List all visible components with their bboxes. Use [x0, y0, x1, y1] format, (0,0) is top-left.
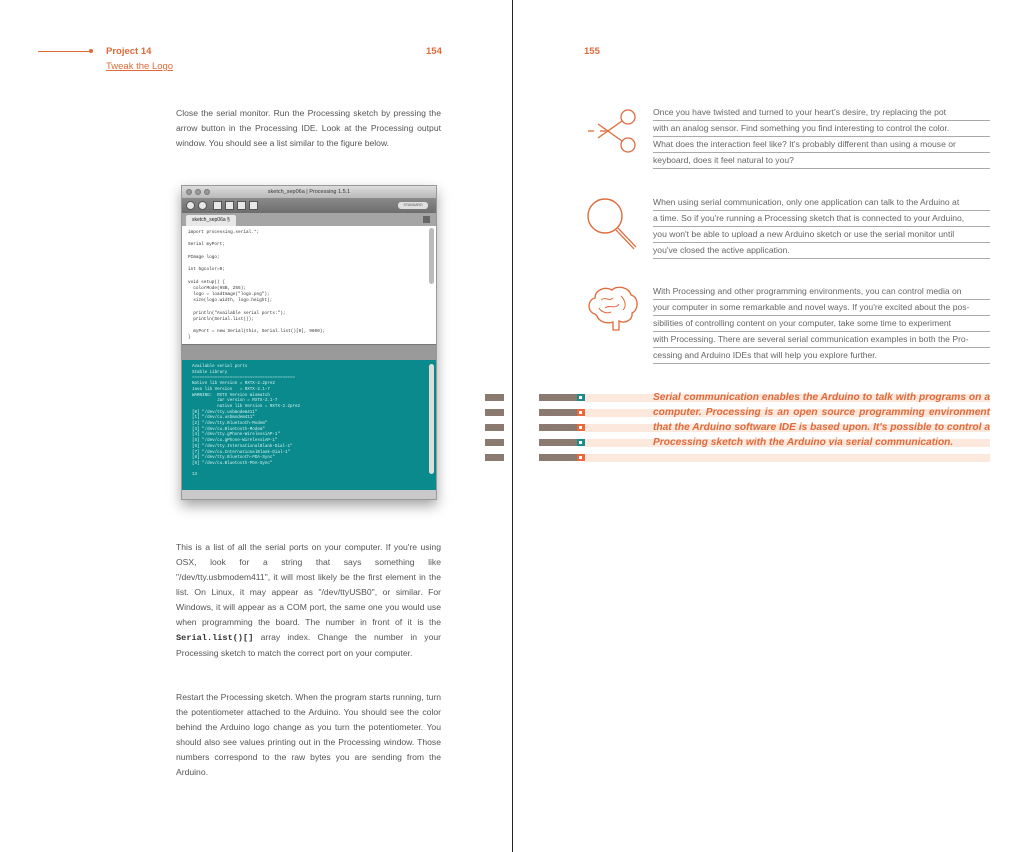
paragraph-serial-ports-a: This is a list of all the serial ports on your computer. If you're using OSX, look for a string that says something like "/dev/tty.usbmodem411", it will most likely be the first element in the list. On Linux, it may appear as "/dev/ttyUSB0", or similar. For Windows, it will appear as a COM port, the same one you would use when programming the board. The number in front of it is the	[176, 542, 441, 627]
connector-icon	[577, 424, 585, 431]
decor-bar	[485, 394, 504, 401]
scissors-icon	[588, 108, 638, 154]
tip-media-line: with Processing. There are several serial communication examples in both the Pro-	[653, 332, 990, 348]
header-dot	[89, 49, 93, 53]
ide-tabs	[182, 213, 436, 226]
tip-serial-line: When using serial communication, only one application can talk to the Arduino at	[653, 195, 990, 211]
tip-sensor	[653, 105, 990, 169]
project-subtitle: Tweak the Logo	[106, 61, 174, 72]
editor-scrollbar	[429, 228, 434, 284]
tip-serial-line: a time. So if you're running a Processing sketch that is connected to your Arduino,	[653, 211, 990, 227]
tip-sensor-line: with an analog sensor. Find something you find interesting to control the color.	[653, 121, 990, 137]
window-title: sketch_sep06a | Processing 1.5.1	[267, 189, 351, 195]
page-divider	[512, 0, 513, 852]
export-icon	[249, 201, 258, 210]
tip-serial	[653, 195, 990, 259]
connector-icon	[577, 439, 585, 446]
highlight-band	[585, 454, 990, 462]
stop-icon	[198, 201, 207, 210]
close-dot-icon	[186, 189, 192, 195]
tip-sensor-line: keyboard, does it feel natural to you?	[653, 153, 990, 169]
window-titlebar	[182, 186, 436, 198]
summary-callout: Serial communication enables the Arduino to talk with programs on a computer. Processing is an open source programming environment that the Arduino software IDE is based upon. It's possible to control a Processing sketch with the Arduino via serial communication.	[653, 392, 990, 448]
console-text: Available serial ports Stable Library ========================================= Native lib Version = RXTX-2.2pre2 Java lib Version = RXTX-2.1-7 WARNING: RXTX Version mismatch Jar version = RXTX-2.1-7 native lib Version = RXTX-2.2pre2 [0] "/dev/tty.usbmodem411" [1] "/dev/cu.usbmodem411" [2] "/dev/tty.Bluetooth-Modem" [3] "/dev/cu.Bluetooth-Modem" [4] "/dev/tty.gPhone-WirelessiAP-1" [5] "/dev/cu.gPhone-WirelessiAP-1" [6] "/dev/tty.InternationalBlank-Dial-1" [7] "/dev/cu.InternationalBlank-Dial-1" [8] "/dev/tty.Bluetooth-PDA-Sync" [9] "/dev/cu.Bluetooth-PDA-Sync" 13	[192, 365, 301, 478]
connector-icon	[577, 394, 585, 401]
tip-media-line: your computer in some remarkable and novel ways. If you're excited about the pos-	[653, 300, 990, 316]
tip-serial-line: you won't be able to upload a new Arduino sketch or use the serial monitor until	[653, 227, 990, 243]
editor-splitter	[182, 344, 436, 360]
minimize-dot-icon	[195, 189, 201, 195]
open-icon	[225, 201, 234, 210]
console-output	[182, 360, 436, 490]
inline-code: Serial.list()[]	[176, 633, 254, 643]
tip-media	[653, 284, 990, 364]
mode-label: STANDARD	[398, 202, 428, 209]
tip-media-line: cessing and Arduino IDEs that will help you explore further.	[653, 348, 990, 364]
decor-bar	[485, 409, 504, 416]
connector-icon	[577, 454, 585, 461]
tip-serial-line: you've closed the active application.	[653, 243, 990, 259]
run-icon	[186, 201, 195, 210]
decor-bar	[485, 439, 504, 446]
new-icon	[213, 201, 222, 210]
zoom-dot-icon	[204, 189, 210, 195]
console-scrollbar	[429, 364, 434, 474]
decor-bar	[485, 424, 504, 431]
tab-arrow-icon	[423, 216, 430, 223]
page-number-right: 155	[584, 46, 600, 57]
paragraph-restart: Restart the Processing sketch. When the program starts running, turn the potentiometer attached to the Arduino. You should see the color behind the Arduino logo change as you turn the potentiometer. You should also see values printing out in the Processing window. Those numbers correspond to the raw bytes you are sending from the Arduino.	[176, 692, 441, 777]
sketch-tab: sketch_sep06a §	[186, 215, 236, 226]
brain-icon	[585, 284, 640, 334]
decor-bar	[485, 454, 504, 461]
code-text: import processing.serial.*; Serial myPort; PImage logo; int bgcolor=0; void setup() { colorMode(HSB, 255); logo = loadImage("logo.png"); size(logo.width, logo.height); println("Available serial ports:"); println(Serial.list()); myPort = new Serial(this, Serial.list()[0], 9600); }	[188, 230, 326, 341]
page-number-left: 154	[426, 46, 442, 57]
ide-toolbar	[182, 198, 436, 213]
project-title: Project 14	[106, 46, 152, 57]
decor-bar-connector	[539, 409, 585, 416]
tip-media-line: With Processing and other programming environments, you can control media on	[653, 284, 990, 300]
decor-bar-connector	[539, 424, 585, 431]
code-editor	[182, 226, 436, 344]
decor-bar-connector	[539, 439, 585, 446]
paragraph-serial-ports	[176, 540, 441, 661]
paragraph-intro: Close the serial monitor. Run the Processing sketch by pressing the arrow button in the Processing IDE. Look at the Processing output window. You should see a list similar to the figure below.	[176, 108, 441, 148]
tip-media-line: sibilities of controlling content on your computer, take some time to experiment	[653, 316, 990, 332]
save-icon	[237, 201, 246, 210]
decor-bar-connector	[539, 394, 585, 401]
tip-sensor-line: Once you have twisted and turned to your heart's desire, try replacing the pot	[653, 105, 990, 121]
decor-bar-connector	[539, 454, 585, 461]
paragraph-serial-ports-b: array index. Change the number in your Processing sketch to match the correct port on your computer.	[176, 632, 441, 658]
connector-icon	[577, 409, 585, 416]
tip-sensor-line: What does the interaction feel like? It's probably different than using a mouse or	[653, 137, 990, 153]
magnifier-icon	[585, 196, 639, 252]
header-rule	[38, 51, 90, 52]
processing-screenshot	[181, 185, 437, 500]
